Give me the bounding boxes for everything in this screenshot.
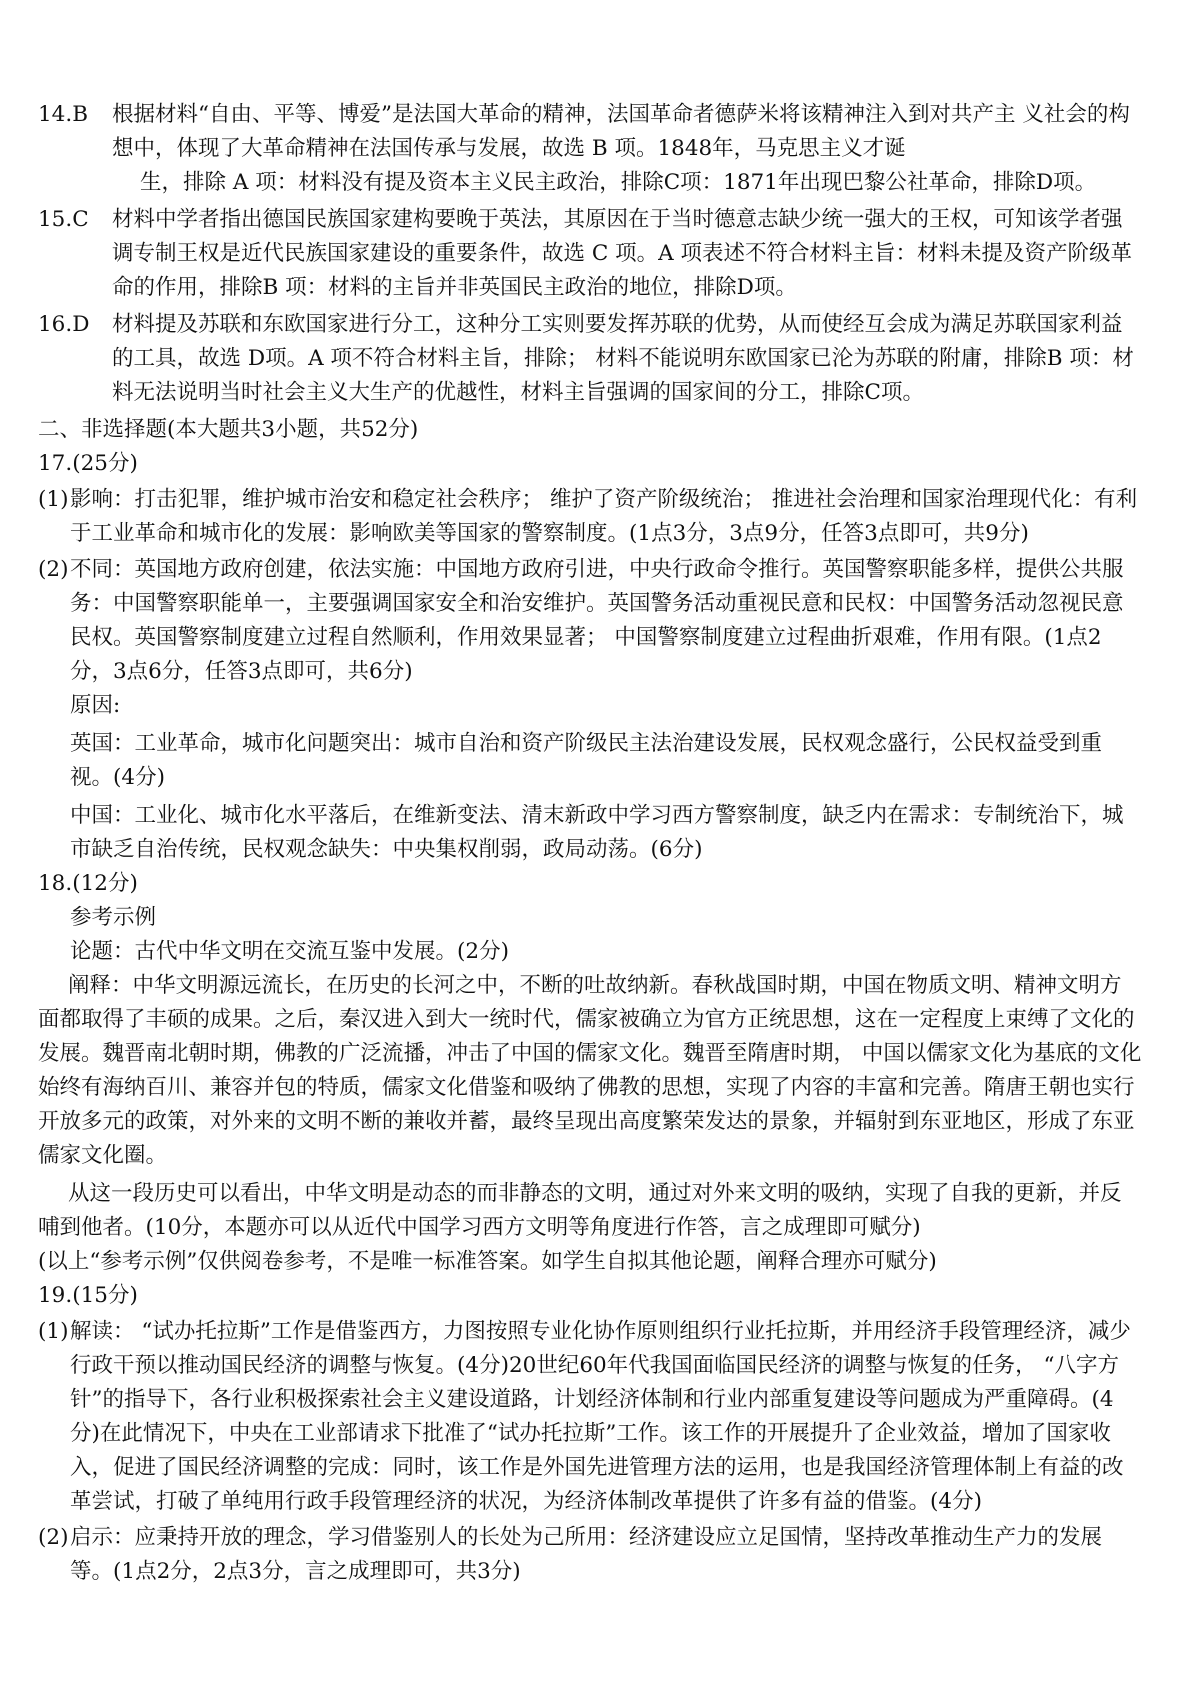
answer-14-line-1: 根据材料“自由、平等、博爱”是法国大革命的精神，法国革命者德萨米将该精神注入到对共产主 义社会的构想中，体现了大革命精神在法国传承与发展，故选 B 项。1848年，马克思主义才诞 bbox=[112, 102, 1130, 161]
q17-part-2 bbox=[38, 553, 1142, 689]
q19-part-1-text: 解读： “试办托拉斯”工作是借鉴西方，力图按照专业化协作原则组织行业托拉斯，并用经济手段管理经济，减少行政干预以推动国民经济的调整与恢复。(4分)20世纪60年代我国面临国民经济的调整与恢复的任务， “八字方针”的指导下，各行业积极探索社会主义建设道路，计划经济体制和行业内部重复建设等问题成为严重障碍。(4分)在此情况下，中央在工业部请求下批准了“试办托拉斯”工作。该工作的开展提升了企业效益，增加了国家收入，促进了国民经济调整的完成：同时，该工作是外国先进管理方法的运用，也是我国经济管理体制上有益的改革尝试，打破了单纯用行政手段管理经济的状况，为经济体制改革提供了许多有益的借鉴。(4分) bbox=[70, 1319, 1131, 1514]
answer-16-label: 16.D bbox=[38, 312, 90, 337]
q17-part-2-text: 不同：英国地方政府创建，依法实施：中国地方政府引进，中央行政命令推行。英国警察职能多样，提供公共服务：中国警察职能单一，主要强调国家安全和治安维护。英国警务活动重视民意和民权：中国警务活动忽视民意民权。英国警察制度建立过程自然顺利，作用效果显著； 中国警察制度建立过程曲折艰难，作用有限。(1点2分，3点6分，任答3点即可，共6分) bbox=[70, 557, 1124, 684]
q17-reason-label: 原因: bbox=[70, 693, 121, 718]
q18-conclusion: 从这一段历史可以看出，中华文明是动态的而非静态的文明，通过对外来文明的吸纳，实现了自我的更新，并反哺到他者。(10分，本题亦可以从近代中国学习西方文明等角度进行作答，言之成理即可赋分) bbox=[38, 1181, 1122, 1240]
q18-note: (以上“参考示例”仅供阅卷参考，不是唯一标准答案。如学生自拟其他论题，阐释合理亦可赋分) bbox=[38, 1249, 937, 1274]
answer-15-label: 15.C bbox=[38, 207, 89, 232]
q19-part-1-label: (1) bbox=[38, 1319, 69, 1344]
answer-14-label: 14.B bbox=[38, 102, 88, 127]
q18-title: 18.(12分) bbox=[38, 871, 138, 896]
answer-15-text: 材料中学者指出德国民族国家建构要晚于英法，其原因在于当时德意志缺少统一强大的王权，可知该学者强调专制王权是近代民族国家建设的重要条件，故选 C 项。A 项表述不符合材料主旨：材料未提及资产阶级革命的作用，排除B 项：材料的主旨并非英国民主政治的地位，排除D项。 bbox=[112, 207, 1132, 300]
answer-16 bbox=[38, 308, 1142, 410]
answer-15 bbox=[38, 203, 1142, 305]
q17-part-2-label: (2) bbox=[38, 557, 69, 582]
q18-example-label: 参考示例 bbox=[70, 905, 157, 930]
q19-part-2-text: 启示：应秉持开放的理念，学习借鉴别人的长处为己所用：经济建设应立足国情，坚持改革推动生产力的发展等。(1点2分，2点3分，言之成理即可，共3分) bbox=[70, 1525, 1103, 1584]
q18-explanation: 阐释：中华文明源远流长，在历史的长河之中，不断的吐故纳新。春秋战国时期，中国在物质文明、精神文明方面都取得了丰硕的成果。之后，秦汉进入到大一统时代，儒家被确立为官方正统思想，这在一定程度上束缚了文化的发展。魏晋南北朝时期，佛教的广泛流播，冲击了中国的儒家文化。魏晋至隋唐时期， 中国以儒家文化为基底的文化始终有海纳百川、兼容并包的特质，儒家文化借鉴和吸纳了佛教的思想，实现了内容的丰富和完善。隋唐王朝也实行开放多元的政策，对外来的文明不断的兼收并蓄，最终呈现出高度繁荣发达的景象，并辐射到东亚地区，形成了东亚儒家文化圈。 bbox=[38, 973, 1142, 1168]
section-title: 二、非选择题(本大题共3小题，共52分) bbox=[38, 417, 419, 442]
q17-part-1-label: (1) bbox=[38, 487, 69, 512]
q17-reason-uk: 英国：工业革命，城市化问题突出：城市自治和资产阶级民主法治建设发展，民权观念盛行，公民权益受到重视。(4分) bbox=[70, 731, 1103, 790]
q17-reason-cn: 中国：工业化、城市化水平落后，在维新变法、清末新政中学习西方警察制度，缺乏内在需求：专制统治下，城市缺乏自治传统，民权观念缺失：中央集权削弱，政局动荡。(6分) bbox=[70, 803, 1124, 862]
q17-part-1-text: 影响：打击犯罪，维护城市治安和稳定社会秩序； 维护了资产阶级统治； 推进社会治理和国家治理现代化：有利于工业革命和城市化的发展：影响欧美等国家的警察制度。(1点3分，3点9分，任答3点即可，共9分) bbox=[70, 487, 1138, 546]
answer-14-line-2: 生，排除 A 项：材料没有提及资本主义民主政治，排除C项：1871年出现巴黎公社革命，排除D项。 bbox=[140, 170, 1097, 195]
answer-16-text: 材料提及苏联和东欧国家进行分工，这种分工实则要发挥苏联的优势，从而使经互会成为满足苏联国家利益的工具，故选 D项。A 项不符合材料主旨，排除； 材料不能说明东欧国家已沦为苏联的附庸，排除B 项：材料无法说明当时社会主义大生产的优越性，材料主旨强调的国家间的分工，排除C项。 bbox=[112, 312, 1134, 405]
answer-14 bbox=[38, 98, 1142, 200]
q17-title: 17.(25分) bbox=[38, 451, 138, 476]
q19-title: 19.(15分) bbox=[38, 1283, 138, 1308]
q17-part-1 bbox=[38, 483, 1142, 551]
q19-part-2-label: (2) bbox=[38, 1525, 69, 1550]
q19-part-1 bbox=[38, 1315, 1142, 1519]
q19-part-2 bbox=[38, 1521, 1142, 1589]
q18-thesis: 论题：古代中华文明在交流互鉴中发展。(2分) bbox=[70, 939, 509, 964]
